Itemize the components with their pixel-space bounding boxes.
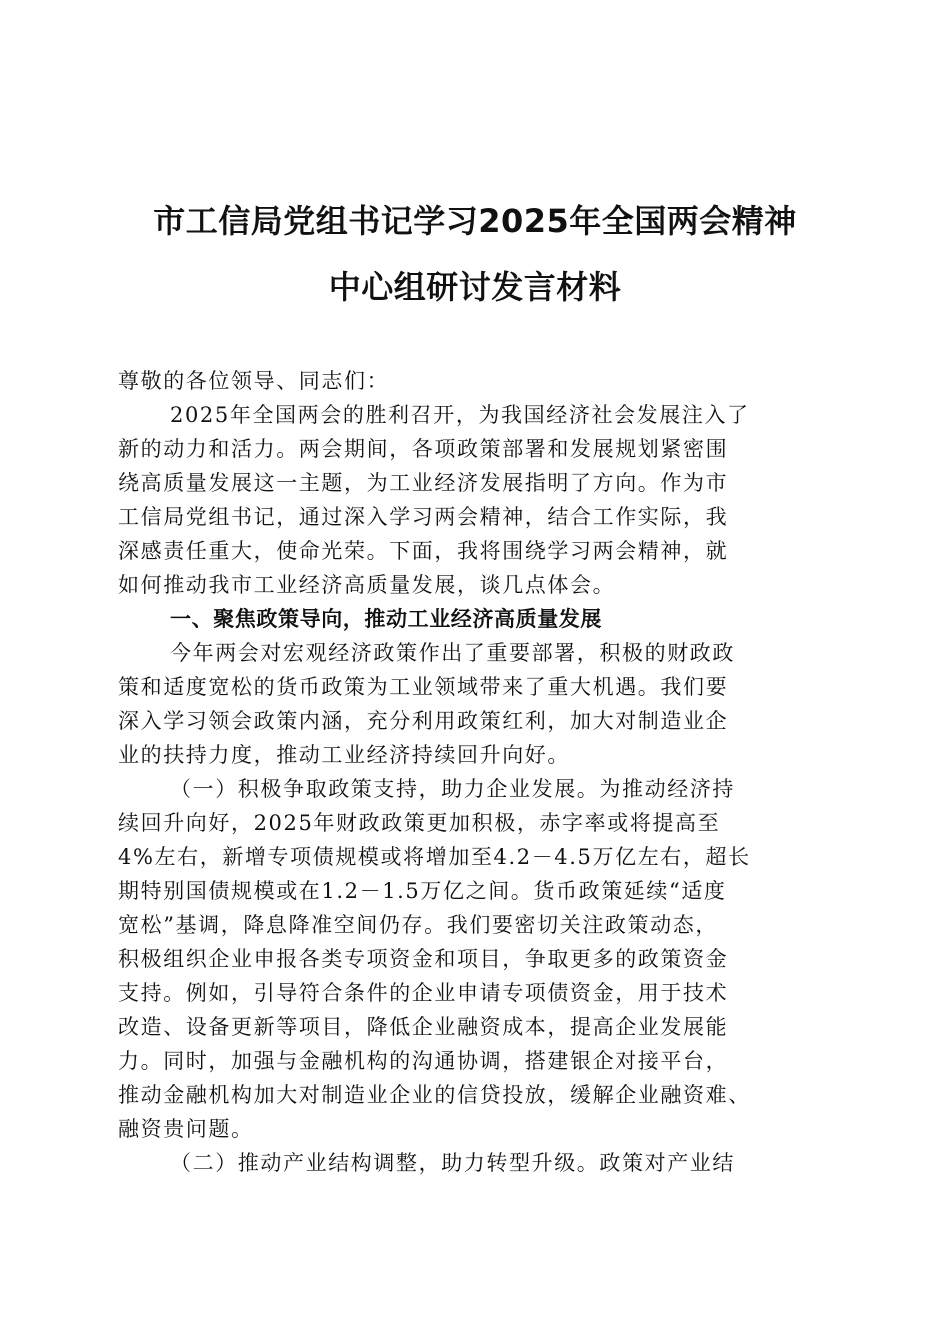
document-title-line-2: 中心组研讨发言材料	[328, 268, 622, 306]
body-line: 如何推动我市工业经济高质量发展，谈几点体会。	[118, 573, 616, 597]
body-line: 积极组织企业申报各类专项资金和项目，争取更多的政策资金	[118, 947, 729, 971]
body-line: 2025年全国两会的胜利召开，为我国经济社会发展注入了	[170, 403, 750, 427]
body-line: 支持。例如，引导符合条件的企业申请专项债资金，用于技术	[118, 981, 729, 1005]
body-line: 深入学习领会政策内涵，充分利用政策红利，加大对制造业企	[118, 709, 729, 733]
body-line: 4%左右，新增专项债规模或将增加至4.2－4.5万亿左右，超长	[118, 845, 751, 869]
body-line: 期特别国债规模或在1.2－1.5万亿之间。货币政策延续“适度	[118, 879, 727, 903]
section-heading: 一、聚焦政策导向，推动工业经济高质量发展	[170, 607, 602, 631]
body-line: 力。同时，加强与金融机构的沟通协调，搭建银企对接平台，	[118, 1049, 729, 1073]
document-body	[118, 364, 838, 1180]
body-line: 今年两会对宏观经济政策作出了重要部署，积极的财政政	[170, 641, 735, 665]
body-line: 业的扶持力度，推动工业经济持续回升向好。	[118, 743, 570, 767]
body-line: 续回升向好，2025年财政政策更加积极，赤字率或将提高至	[118, 811, 721, 835]
body-line: 新的动力和活力。两会期间，各项政策部署和发展规划紧密围	[118, 437, 729, 461]
body-line: 推动金融机构加大对制造业企业的信贷投放，缓解企业融资难、	[118, 1083, 751, 1107]
body-line: 宽松”基调，降息降准空间仍存。我们要密切关注政策动态，	[118, 913, 718, 937]
body-line: 尊敬的各位领导、同志们：	[118, 369, 390, 393]
body-line: 深感责任重大，使命光荣。下面，我将围绕学习两会精神，就	[118, 539, 729, 563]
body-line: 工信局党组书记，通过深入学习两会精神，结合工作实际，我	[118, 505, 729, 529]
body-line: （一）积极争取政策支持，助力企业发展。为推动经济持	[170, 777, 735, 801]
body-line: 绕高质量发展这一主题，为工业经济发展指明了方向。作为市	[118, 471, 729, 495]
body-line: 改造、设备更新等项目，降低企业融资成本，提高企业发展能	[118, 1015, 729, 1039]
document-title-line-1: 市工信局党组书记学习2025年全国两会精神	[153, 202, 797, 240]
body-line: （二）推动产业结构调整，助力转型升级。政策对产业结	[170, 1151, 735, 1175]
body-line: 策和适度宽松的货币政策为工业领域带来了重大机遇。我们要	[118, 675, 729, 699]
body-line: 融资贵问题。	[118, 1117, 254, 1141]
